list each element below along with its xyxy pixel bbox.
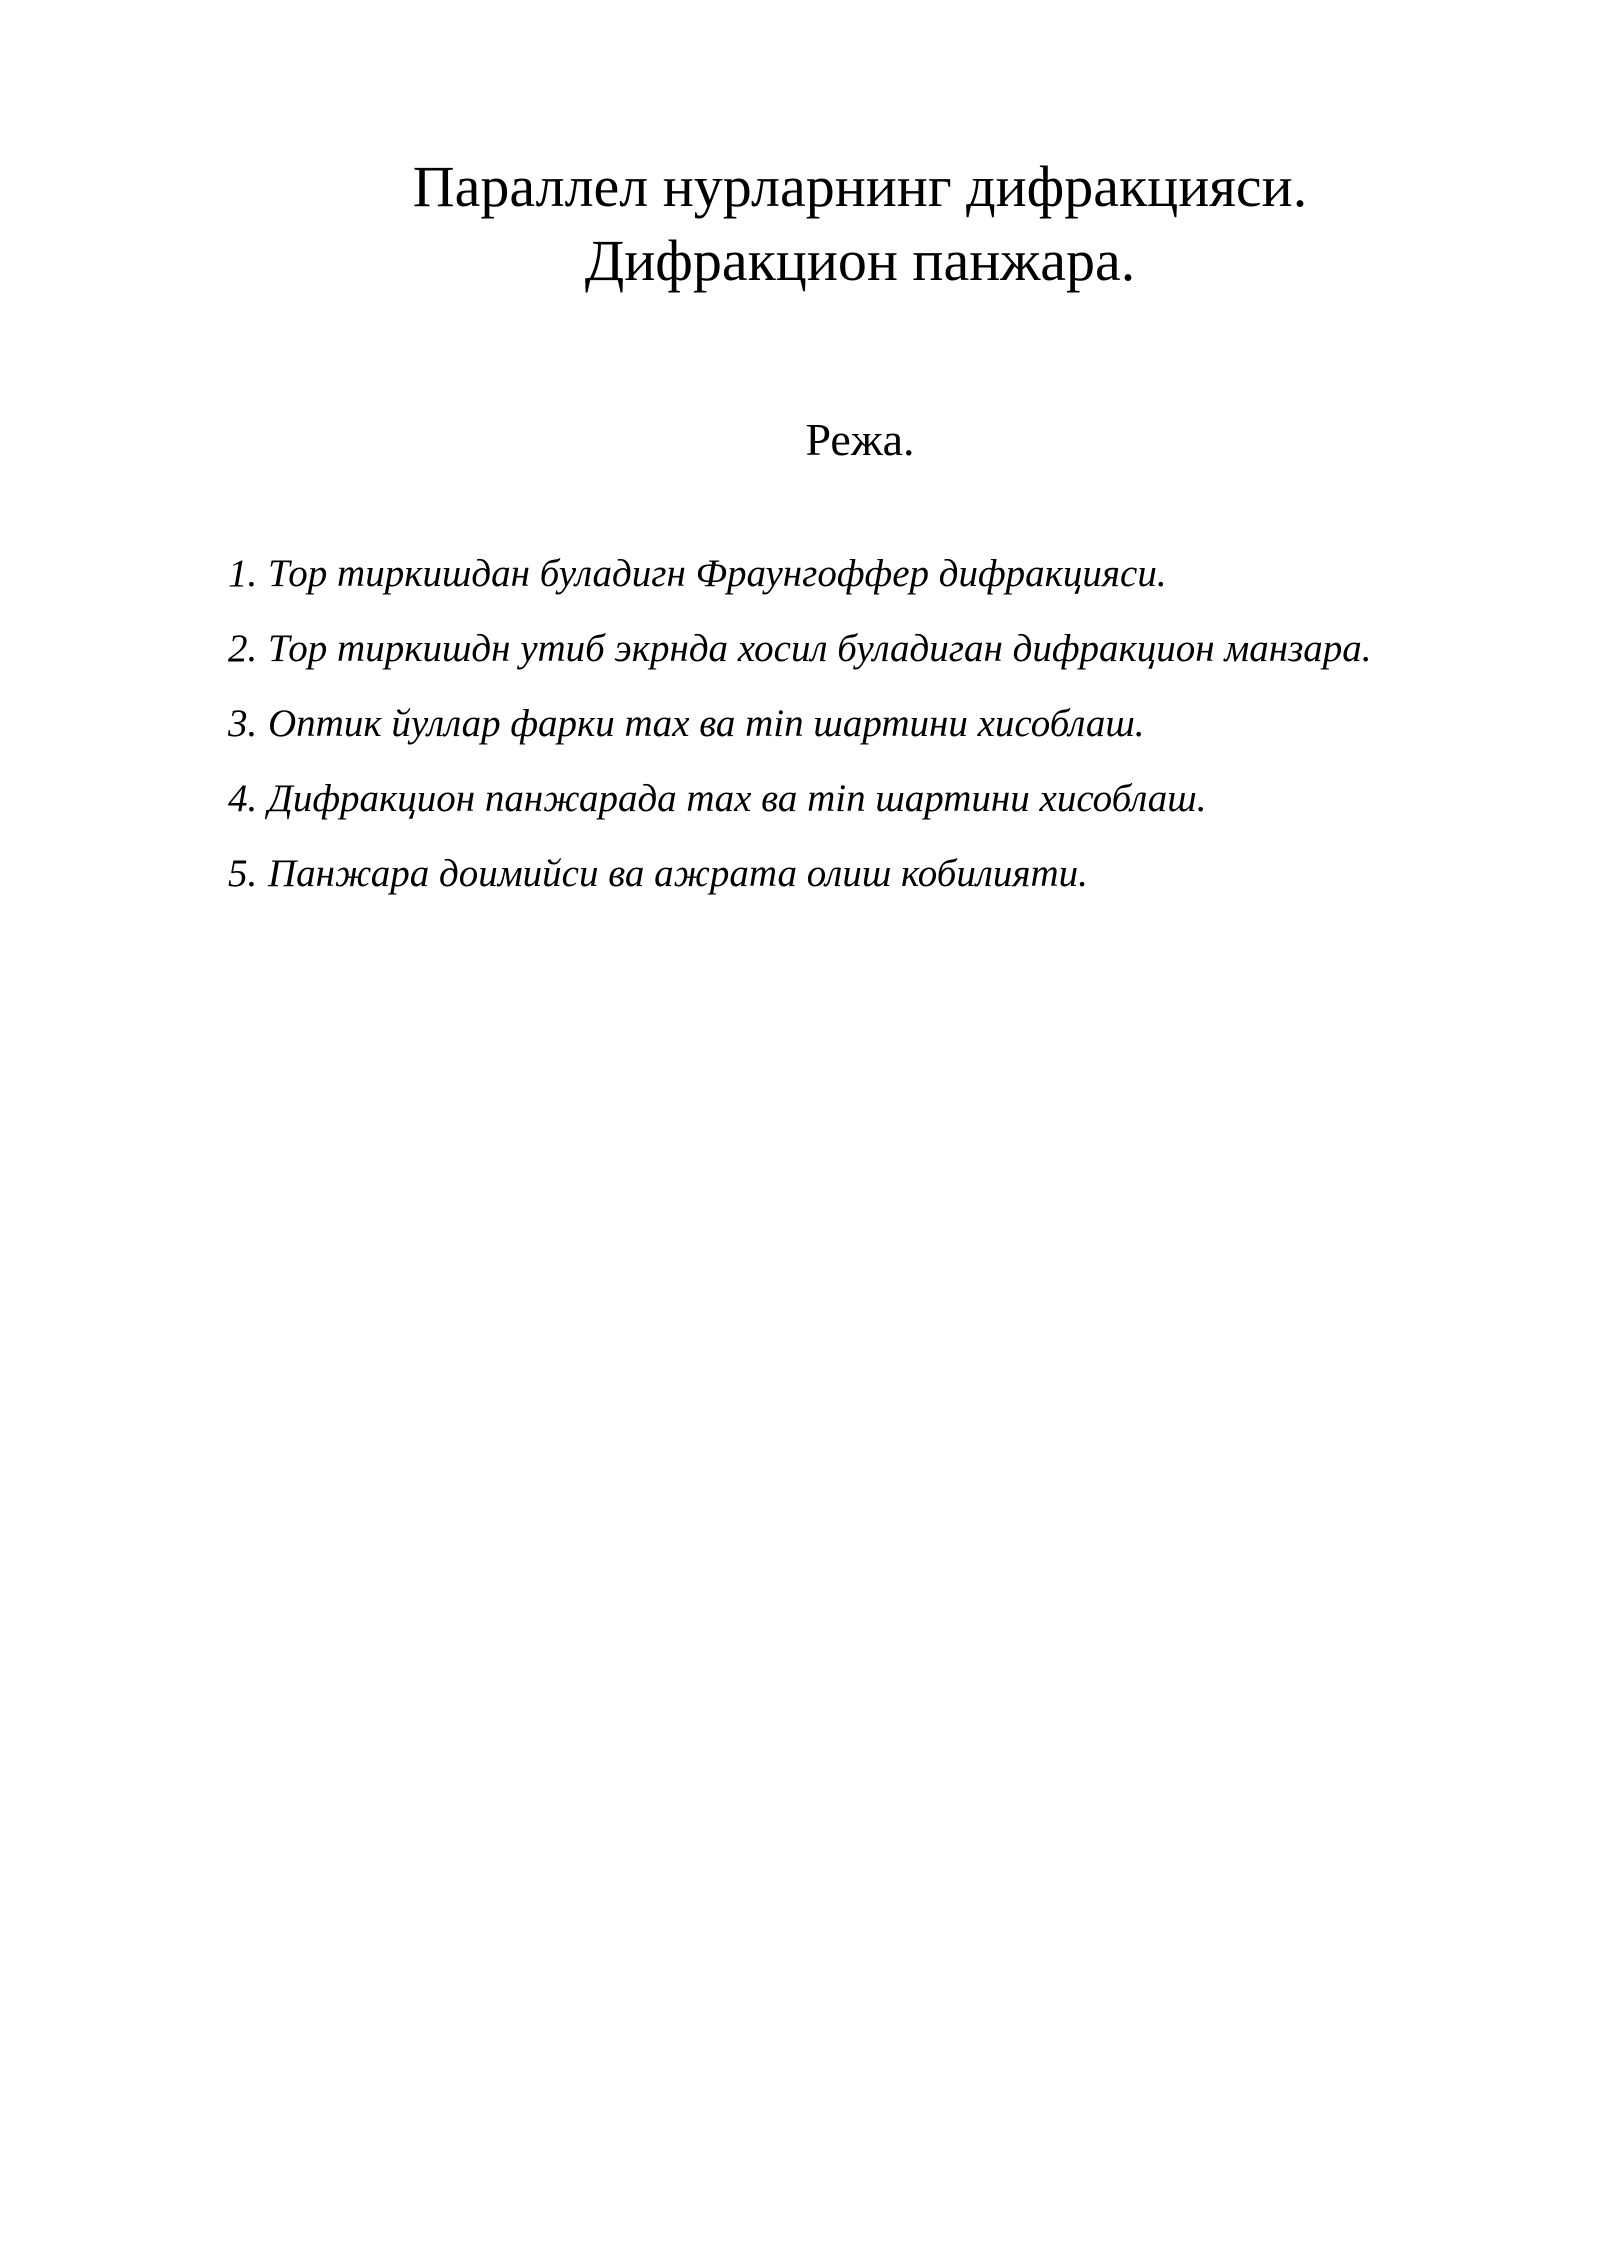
plan-item-text: Дифракцион панжарада max ва min шартини хисоблаш. bbox=[268, 777, 1207, 820]
plan-heading: Режа. bbox=[805, 414, 915, 465]
plan-item-number: 5. bbox=[228, 852, 258, 895]
plan-item-3 bbox=[228, 686, 1378, 761]
plan-item-text: Тор тиркишдн утиб экрнда хосил буладиган дифракцион манзара. bbox=[268, 627, 1372, 670]
page-title bbox=[360, 150, 1360, 298]
title-line-2: Дифракцион панжара. bbox=[584, 228, 1136, 293]
plan-item-4 bbox=[228, 761, 1378, 836]
plan-item-number: 4. bbox=[228, 777, 258, 820]
plan-item-text: Оптик йуллар фарки max ва min шартини хисоблаш. bbox=[268, 702, 1145, 745]
plan-item-number: 2. bbox=[228, 627, 258, 670]
plan-item-text: Панжара доимийси ва ажрата олиш кобилияти. bbox=[268, 852, 1088, 895]
plan-item-5 bbox=[228, 836, 1378, 911]
plan-list bbox=[228, 536, 1378, 911]
plan-item-number: 1. bbox=[228, 552, 258, 595]
plan-item-number: 3. bbox=[228, 702, 258, 745]
plan-item-1 bbox=[228, 536, 1378, 611]
plan-item-text: Тор тиркишдан буладигн Фраунгоффер дифракцияси. bbox=[268, 552, 1167, 595]
plan-item-2 bbox=[228, 611, 1378, 686]
title-line-1: Параллел нурларнинг дифракцияси. bbox=[412, 154, 1308, 219]
